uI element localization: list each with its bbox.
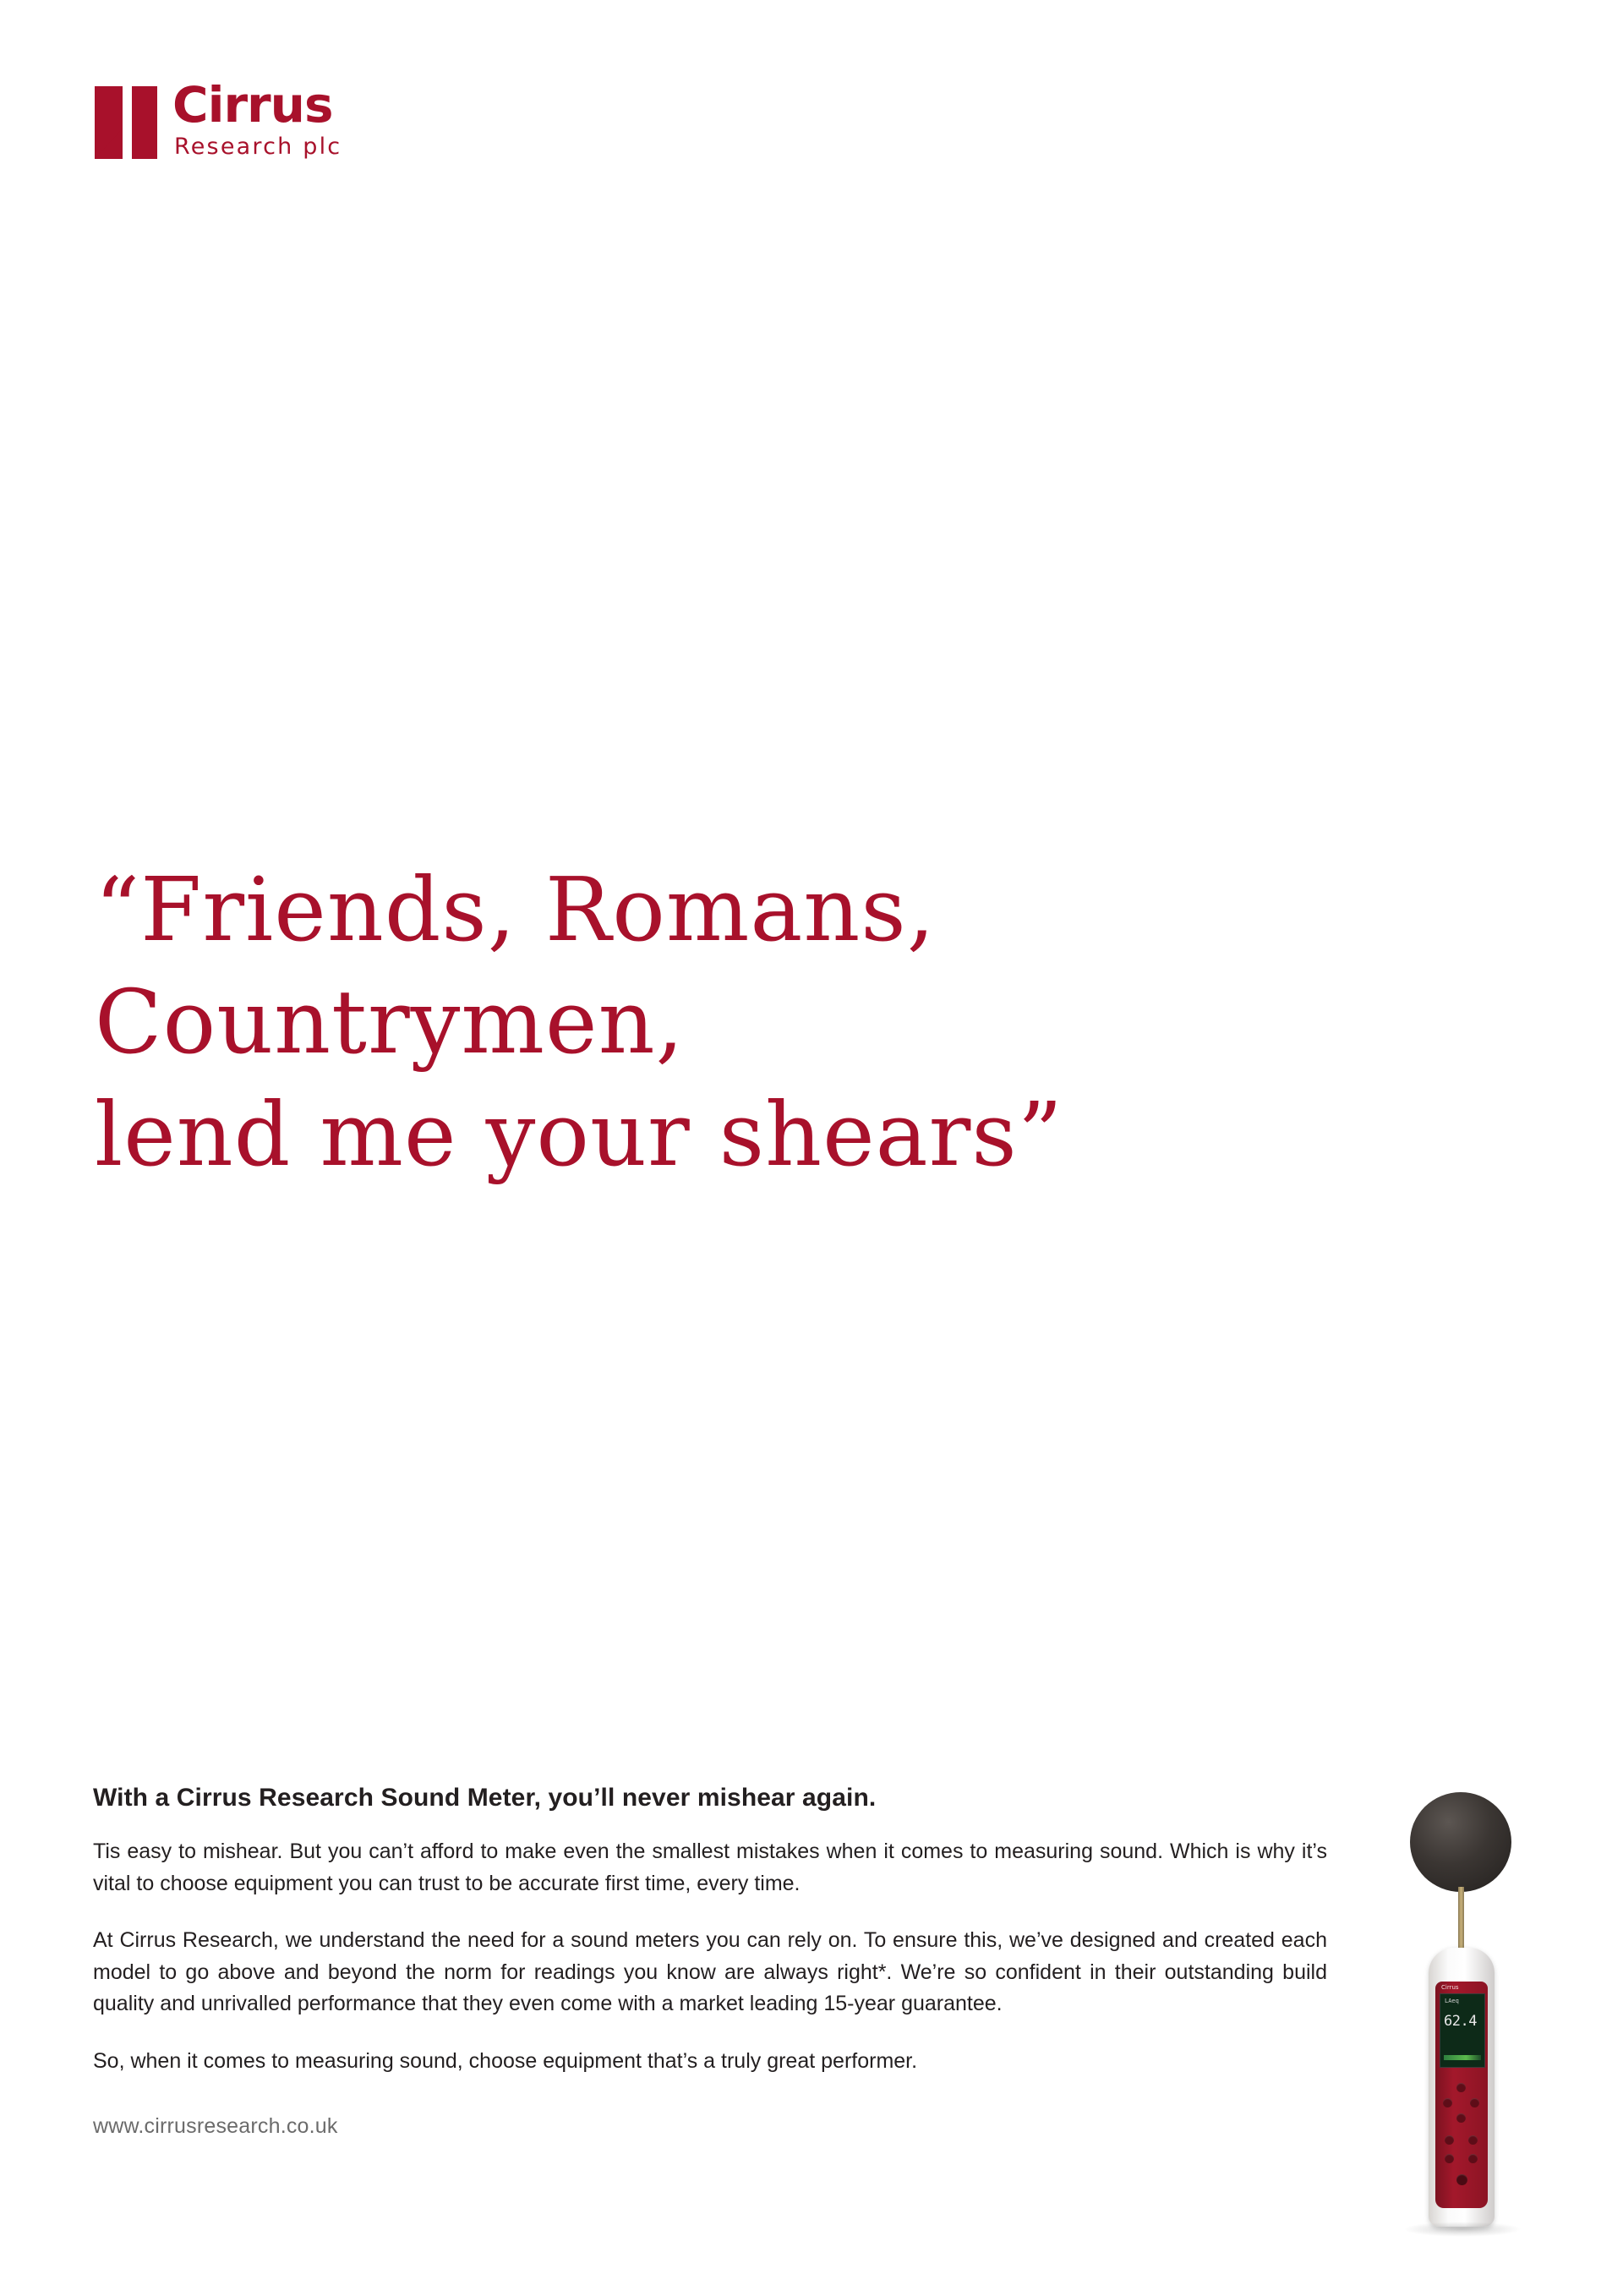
product-image-sound-level-meter bbox=[1378, 1792, 1547, 2249]
meter-key-soft-3 bbox=[1445, 2154, 1454, 2163]
headline-line-1: “Friends, Romans, Countrymen, bbox=[95, 858, 936, 1074]
headline-line-2: lend me your shears” bbox=[95, 1083, 1063, 1187]
body-subhead: With a Cirrus Research Sound Meter, you’ll never mishear again. bbox=[93, 1784, 877, 1812]
meter-display bbox=[1440, 1993, 1485, 2068]
meter-display-label: LAeq bbox=[1445, 1998, 1459, 2004]
body-paragraph-2: At Cirrus Research, we understand the need for a sound meters you can rely on. To ensure this, we’ve designed and created each model to go above and beyond the norm for readings you know are always right*. We’re so confident in their outstanding build quality and unrivalled performance that they even come with a market leading 15-year guarantee. bbox=[93, 1928, 1327, 2015]
meter-key-down bbox=[1456, 2113, 1466, 2123]
meter-brand-label: Cirrus bbox=[1441, 1984, 1459, 1991]
logo-bar-left bbox=[95, 86, 123, 159]
cirrus-logo-mark-icon bbox=[95, 86, 159, 159]
meter-key-soft-4 bbox=[1468, 2154, 1478, 2163]
logo-subtitle: Research plc bbox=[174, 134, 342, 160]
meter-key-left bbox=[1443, 2098, 1452, 2107]
microphone-windshield bbox=[1410, 1792, 1511, 1892]
cirrus-logo bbox=[95, 76, 416, 174]
meter-key-soft-2 bbox=[1468, 2135, 1478, 2145]
body-copy bbox=[93, 1784, 1327, 2139]
meter-key-power bbox=[1456, 2174, 1467, 2185]
meter-keypad bbox=[1443, 2083, 1480, 2193]
meter-key-up bbox=[1456, 2083, 1466, 2092]
headline bbox=[95, 854, 1532, 1191]
meter-front-panel bbox=[1435, 1982, 1488, 2208]
product-shadow bbox=[1403, 2222, 1522, 2237]
website-url[interactable]: www.cirrusresearch.co.uk bbox=[93, 2114, 338, 2138]
meter-level-bar bbox=[1444, 2055, 1481, 2060]
logo-bar-right bbox=[132, 86, 157, 159]
body-paragraph-3: So, when it comes to measuring sound, choose equipment that’s a truly great performer. bbox=[93, 2048, 918, 2073]
body-paragraph-1: Tis easy to mishear. But you can’t afford to make even the smallest mistakes when it comes to measuring sound. Which is why it’s vital to choose equipment you can trust to be accurate first time, every time. bbox=[93, 1840, 1327, 1895]
logo-wordmark: Cirrus bbox=[172, 76, 333, 134]
meter-body bbox=[1429, 1948, 1495, 2227]
meter-key-soft-1 bbox=[1445, 2135, 1454, 2145]
meter-key-right bbox=[1470, 2098, 1479, 2107]
microphone-stem bbox=[1458, 1887, 1464, 1953]
meter-display-value: 62.4 bbox=[1444, 2013, 1477, 2030]
